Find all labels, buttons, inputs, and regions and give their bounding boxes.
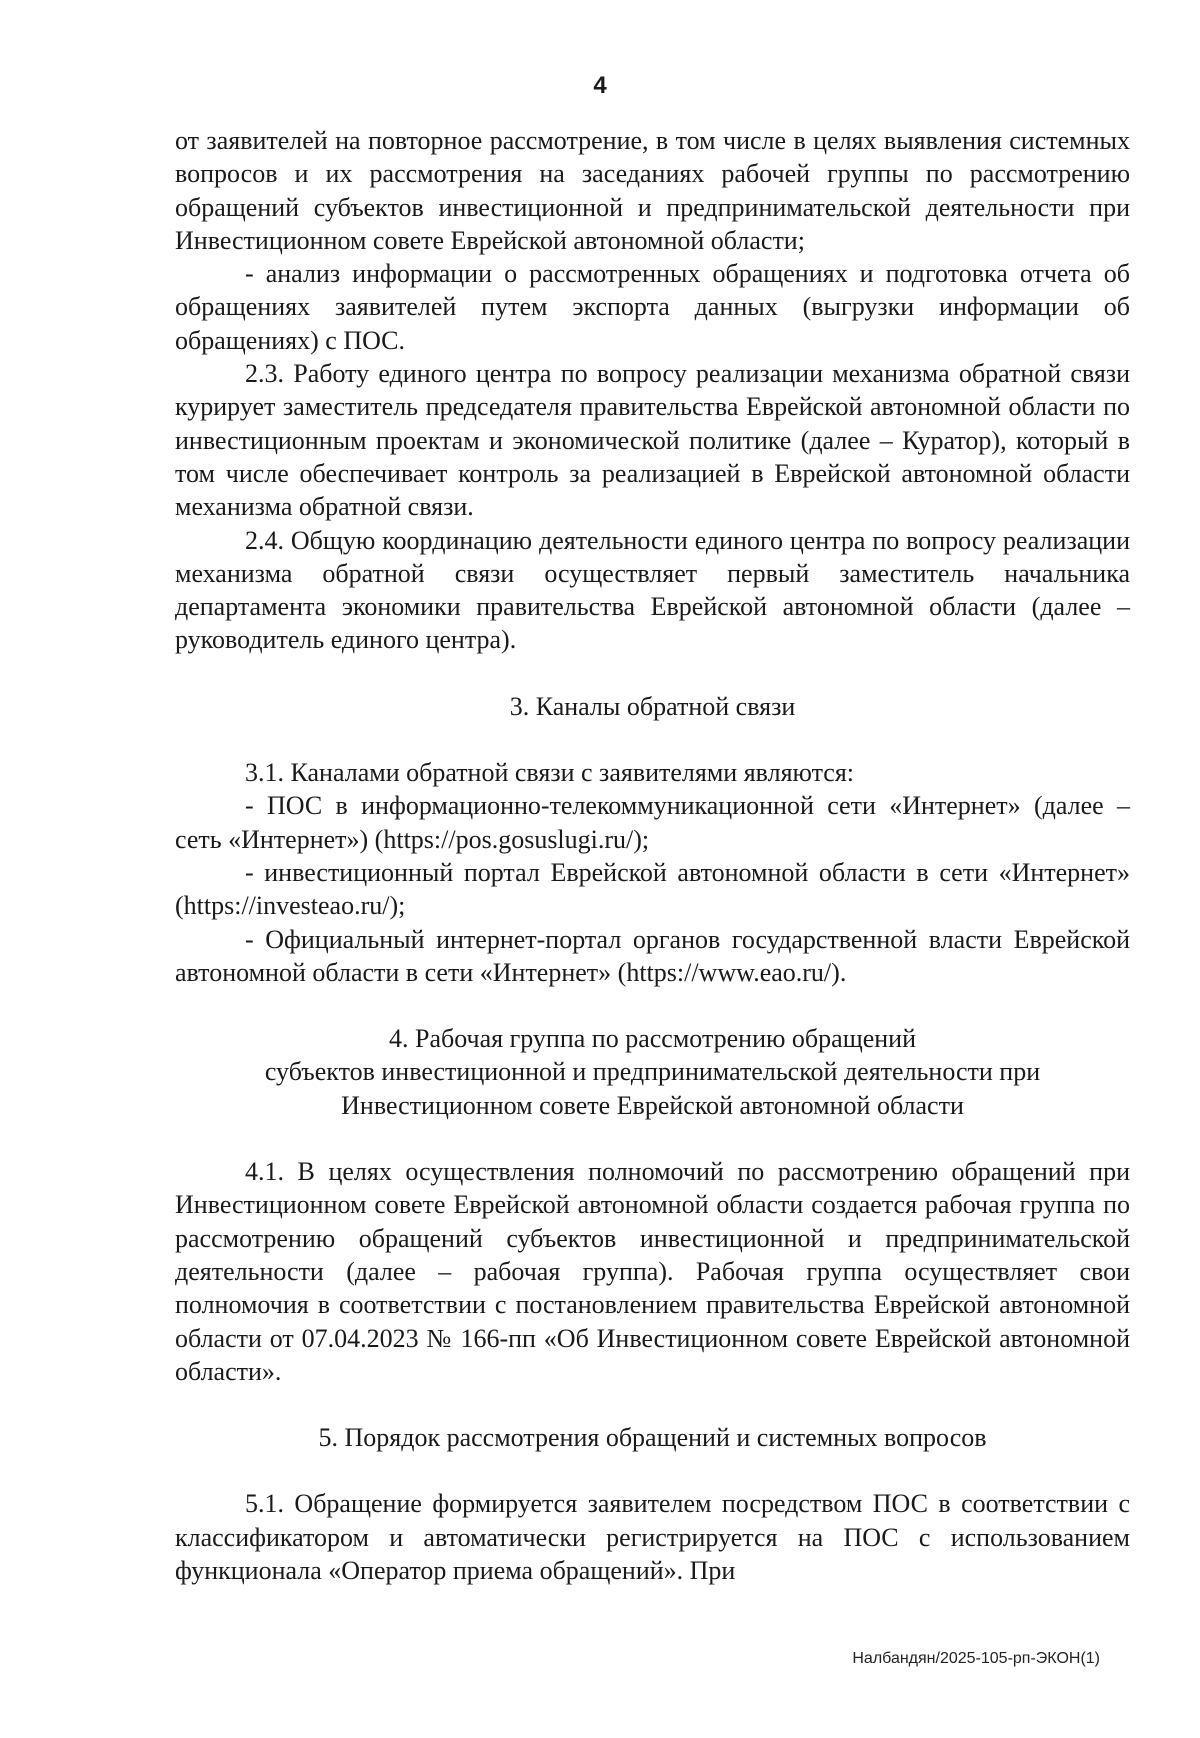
paragraph-channel-investeao: - инвестиционный портал Еврейской автономной области в сети «Интернет» (https://investeao.ru/);: [175, 857, 1130, 921]
paragraph-2-3: 2.3. Работу единого центра по вопросу реализации механизма обратной связи курирует заместитель председателя правительства Еврейской автономной области по инвестиционным проектам и экономической политике (далее – Куратор), который в том числе обеспечивает контроль за реализацией в Еврейской автономной области механизма обратной связи.: [175, 359, 1130, 522]
document-registration-code: Налбандян/2025-105-рп-ЭКОН(1): [852, 1650, 1100, 1667]
paragraph-5-1: 5.1. Обращение формируется заявителем посредством ПОС в соответствии с классификатором и автоматически регистрируется на ПОС с использованием функционала «Оператор приема обращений». При: [175, 1489, 1130, 1585]
section-4-heading-line-3: Инвестиционном совете Еврейской автономной области: [341, 1090, 964, 1120]
paragraph-2-4: 2.4. Общую координацию деятельности единого центра по вопросу реализации механизма обратной связи осуществляет первый заместитель начальника департамента экономики правительства Еврейской автономной области (далее – руководитель единого центра).: [175, 525, 1130, 655]
section-5-heading: 5. Порядок рассмотрения обращений и системных вопросов: [318, 1423, 987, 1453]
paragraph-3-1: 3.1. Каналами обратной связи с заявителями являются:: [245, 758, 855, 788]
paragraph-4-1: 4.1. В целях осуществления полномочий по рассмотрению обращений при Инвестиционном совете Еврейской автономной области создается рабочая группа по рассмотрению обращений субъектов инвестиционной и предпринимательской деятельности (далее – рабочая группа). Рабочая группа осуществляет свои полномочия в соответствии с постановлением правительства Еврейской автономной области от 07.04.2023 № 166-пп «Об Инвестиционном совете Еврейской автономной области».: [175, 1157, 1130, 1386]
section-4-heading: [175, 1022, 1130, 1122]
document-body: [175, 124, 1130, 1587]
paragraph-channel-eao: - Официальный интернет-портал органов государственной власти Еврейской автономной области в сети «Интернет» (https://www.eao.ru/).: [175, 924, 1130, 987]
paragraph-channel-pos: - ПОС в информационно-телекоммуникационной сети «Интернет» (далее – сеть «Интернет») (https://pos.gosuslugi.ru/);: [175, 791, 1130, 854]
section-4-heading-line-1: 4. Рабочая группа по рассмотрению обращений: [388, 1024, 916, 1054]
paragraph-continuation: от заявителей на повторное рассмотрение, в том числе в целях выявления системных вопросов и их рассмотрения на заседаниях рабочей группы по рассмотрению обращений субъектов инвестиционной и предпринимательской деятельности при Инвестиционном совете Еврейской автономной области;: [175, 126, 1130, 255]
paragraph-analysis-item: - анализ информации о рассмотренных обращениях и подготовка отчета об обращениях заявителей путем экспорта данных (выгрузки информации об обращениях) с ПОС.: [175, 259, 1130, 355]
section-3-heading: 3. Каналы обратной связи: [509, 691, 796, 721]
page-number: 4: [593, 72, 607, 99]
section-4-heading-line-2: субъектов инвестиционной и предпринимательской деятельности при: [264, 1057, 1041, 1087]
